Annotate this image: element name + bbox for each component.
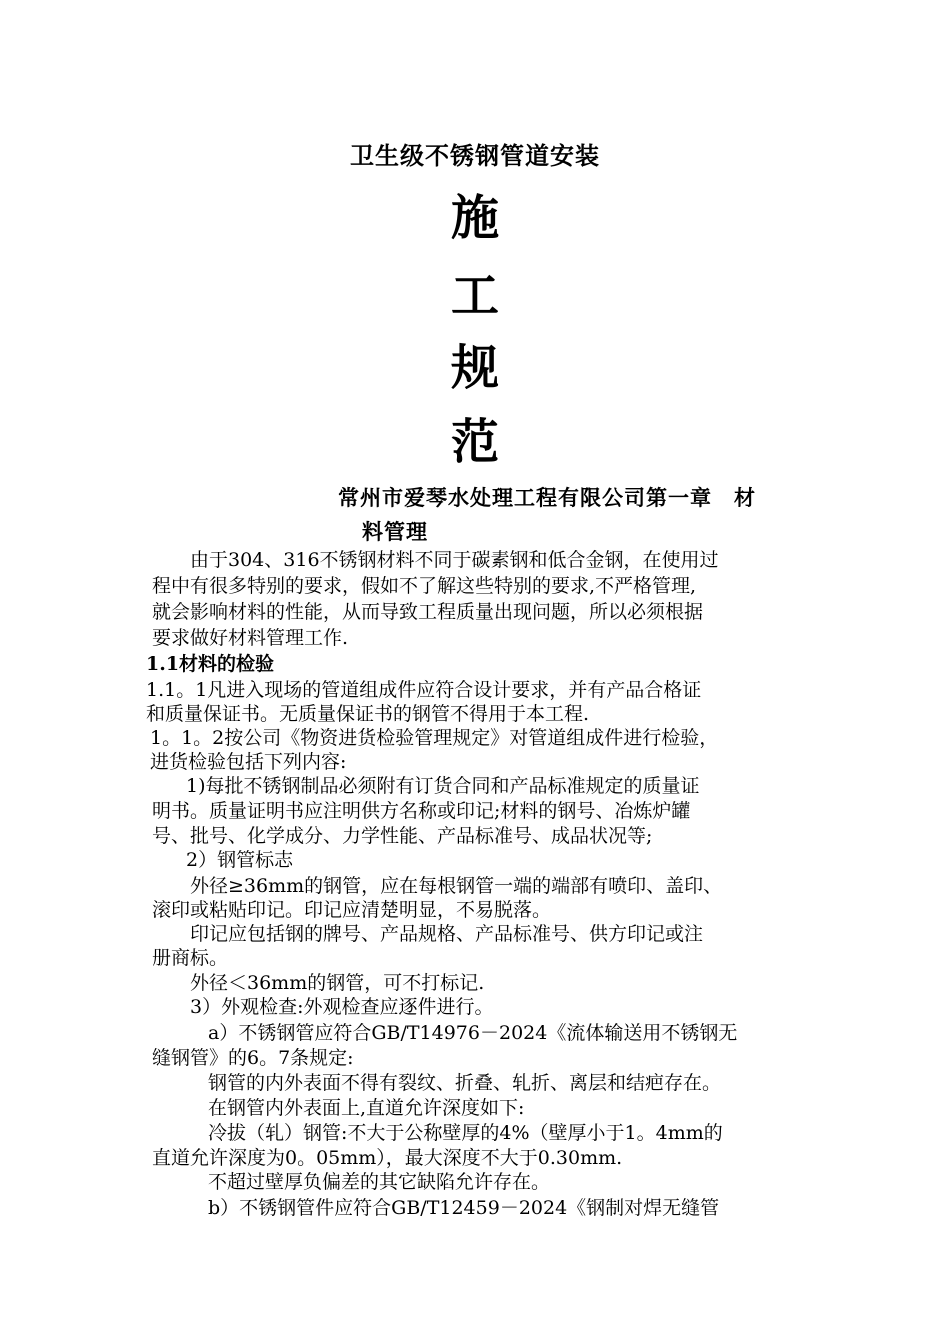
body-line: 不超过壁厚负偏差的其它缺陷允许存在。 [208,1171,551,1193]
body-line: 和质量保证书。无质量保证书的钢管不得用于本工程. [146,703,590,725]
body-line: 外径≥36mm的钢管，应在每根钢管一端的端部有喷印、盖印、 [190,875,723,897]
body-line: 在钢管内外表面上,直道允许深度如下: [208,1097,525,1119]
body-line: 进货检验包括下列内容: [150,751,347,773]
section-heading: 1.1材料的检验 [146,653,275,675]
body-line: 1。1。2按公司《物资进货检验管理规定》对管道组成件进行检验， [150,727,719,749]
body-line: 号、批号、化学成分、力学性能、产品标准号、成品状况等; [152,825,653,847]
body-line: 直道允许深度为0。05mm），最大深度不大于0.30mm. [152,1147,623,1169]
body-line: 1)每批不锈钢制品必须附有订货合同和产品标准规定的质量证 [186,775,700,797]
body-line: 程中有很多特别的要求，假如不了解这些特别的要求,不严格管理, [152,575,697,597]
body-line: 缝钢管》的6。7条规定: [152,1047,354,1069]
title-char-3: 规 [450,340,499,396]
body-line: 冷拔（轧）钢管:不大于公称壁厚的4%（壁厚小于1。4mm的 [208,1122,723,1144]
body-line: 册商标。 [152,947,229,969]
body-line: 由于304、316不锈钢材料不同于碳素钢和低合金钢，在使用过 [190,549,719,571]
body-line: 滚印或粘贴印记。印记应清楚明显，不易脱落。 [152,899,552,921]
body-line: 明书。质量证明书应注明供方名称或印记;材料的钢号、冶炼炉罐 [152,800,691,822]
body-line: 就会影响材料的性能，从而导致工程质量出现问题，所以必须根据 [152,601,704,623]
company-name-line: 常州市爱琴水处理工程有限公司第一章 材 [338,485,756,510]
body-line: 2）钢管标志 [186,849,294,871]
body-line: b）不锈钢管件应符合GB/T12459－2024《钢制对焊无缝管 [208,1197,720,1219]
body-line: 3）外观检查:外观检查应逐件进行。 [190,996,494,1018]
document-subtitle: 卫生级不锈钢管道安装 [350,141,600,170]
body-line: 印记应包括钢的牌号、产品规格、产品标准号、供方印记或注 [190,923,704,945]
body-line: a）不锈钢管应符合GB/T14976－2024《流体输送用不锈钢无 [208,1022,738,1044]
title-char-2: 工 [450,268,499,324]
body-line: 钢管的内外表面不得有裂纹、折叠、轧折、离层和结疤存在。 [208,1072,722,1094]
title-char-4: 范 [450,414,499,470]
title-char-1: 施 [450,190,499,246]
body-line: 外径＜36mm的钢管，可不打标记. [190,972,485,994]
chapter-title-continuation: 料管理 [362,519,428,544]
body-line: 要求做好材料管理工作. [152,627,349,649]
body-line: 1.1。1凡进入现场的管道组成件应符合设计要求，并有产品合格证 [146,679,702,701]
